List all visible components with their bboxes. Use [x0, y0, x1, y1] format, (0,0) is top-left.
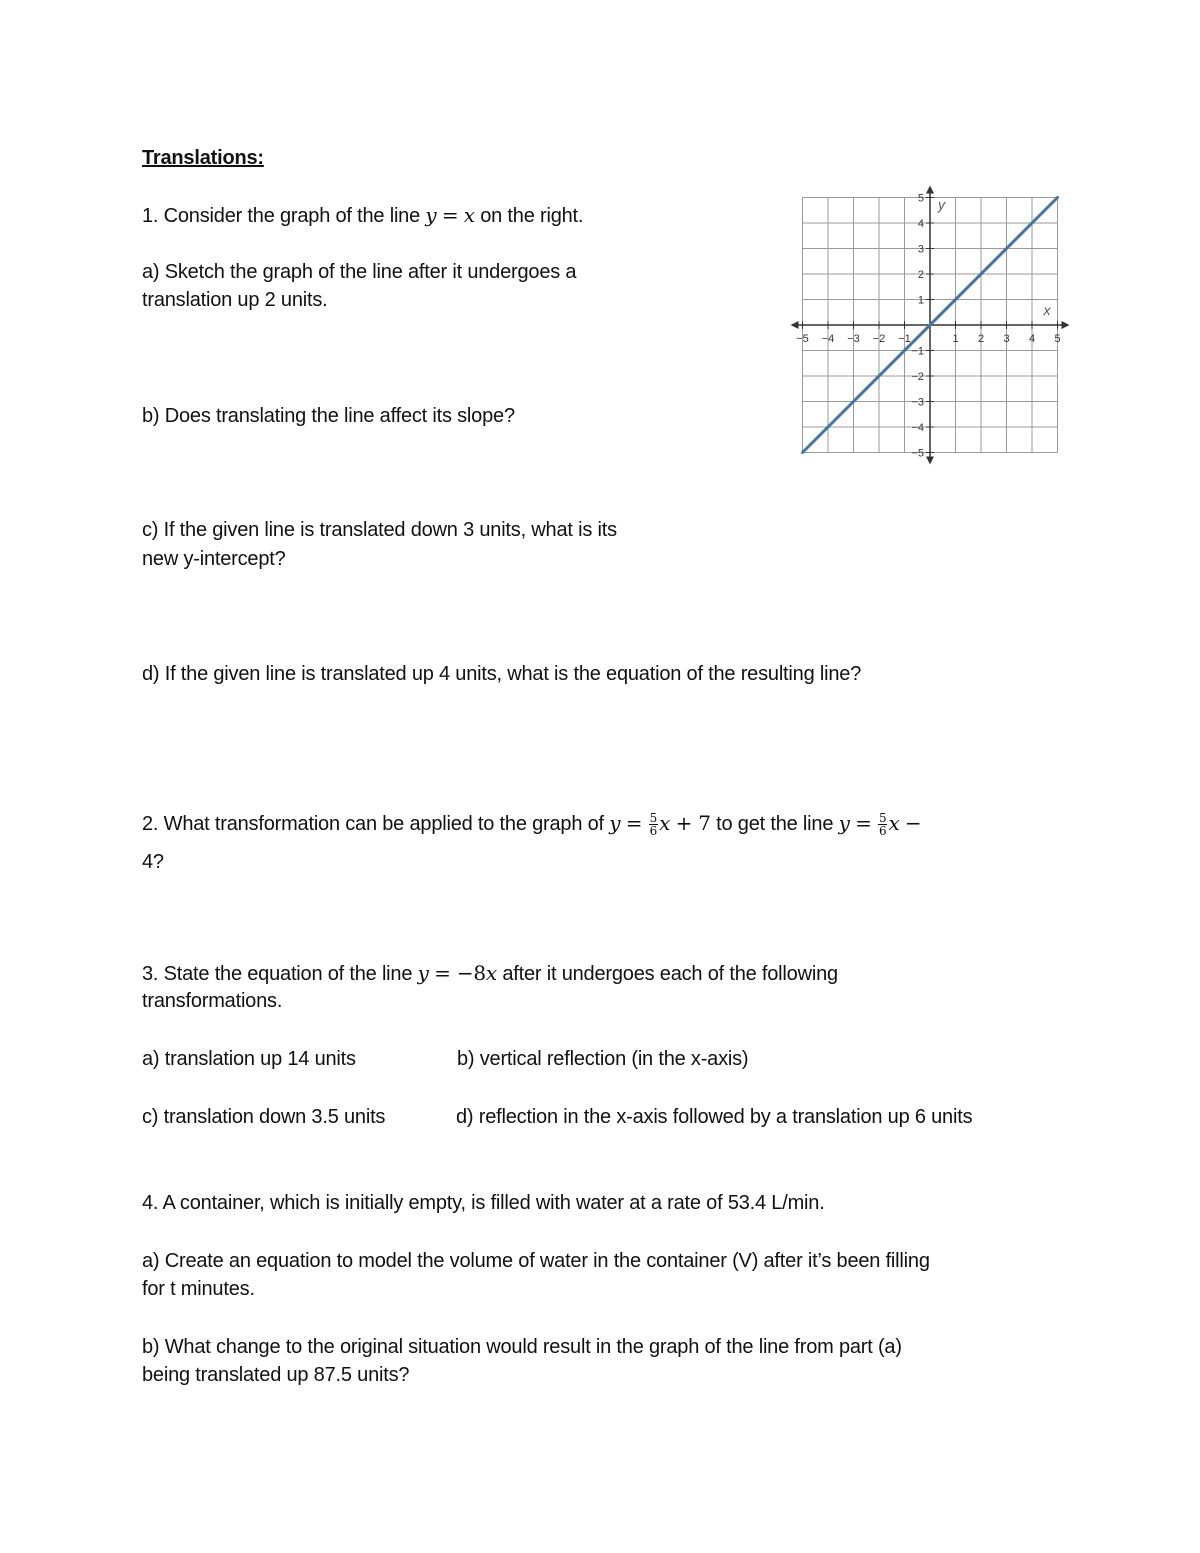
q4-part-b-line1: b) What change to the original situation would result in the graph of the line from part (a): [142, 1336, 902, 1358]
x-tick-label: 3: [1003, 333, 1010, 345]
y-tick-label: −5: [911, 447, 924, 460]
question-3-prompt: [142, 959, 838, 988]
q4-part-b-line2: being translated up 87.5 units?: [142, 1364, 410, 1386]
q3-suffix: after it undergoes each of the following: [502, 963, 838, 985]
q3-eq-y: y: [417, 961, 429, 985]
q4-part-a-line1: a) Create an equation to model the volume of water in the container (V) after it’s been filling: [142, 1250, 930, 1272]
y-tick-label: 2: [917, 269, 924, 281]
q2-eq1-tail: + 7: [675, 811, 711, 835]
q2-eq2-denominator: 6: [879, 824, 887, 839]
q3-eq-rest: = −8: [434, 961, 486, 985]
q2-eq1-numerator: 5: [649, 811, 658, 826]
q1-prefix: 1. Consider the graph of the line: [142, 205, 421, 227]
q2-eq2-fraction: [878, 812, 887, 837]
q2-eq2-y: y: [838, 811, 850, 835]
q2-line2: 4?: [142, 851, 164, 873]
q3-part-a: a) translation up 14 units: [142, 1048, 356, 1070]
y-tick-label: 3: [917, 243, 924, 256]
y-tick-label: −2: [911, 371, 924, 383]
q1-eq-x: x: [463, 203, 475, 227]
q2-eq1-x: x: [659, 811, 671, 835]
q3-part-b: b) vertical reflection (in the x-axis): [457, 1048, 749, 1070]
y-tick-label: −4: [911, 422, 924, 434]
q1-part-a-line2: translation up 2 units.: [142, 289, 328, 311]
x-axis-arrow-right-icon: [1062, 321, 1070, 329]
q2-eq1-y: y: [609, 811, 621, 835]
question-1-prompt: [142, 201, 583, 230]
q3-prefix: 3. State the equation of the line: [142, 963, 413, 985]
q2-eq1-fraction: [649, 812, 658, 837]
y-tick-label: −3: [911, 396, 924, 409]
y-tick-label: 1: [917, 294, 924, 307]
x-axis-label: x: [1043, 302, 1051, 318]
y-axis-arrow-up-icon: [926, 186, 934, 194]
y-tick-label: 4: [917, 218, 924, 230]
q1-part-c-line2: new y-intercept?: [142, 548, 286, 570]
y-axis-label: y: [938, 196, 945, 213]
q2-eq2-numerator: 5: [879, 811, 887, 826]
q2-eq2-equals: =: [855, 811, 872, 835]
x-tick-label: −4: [821, 333, 835, 345]
x-tick-label: 4: [1028, 333, 1036, 345]
q4-part-a-line2: for t minutes.: [142, 1278, 255, 1300]
x-tick-label: 2: [977, 333, 985, 345]
q1-eq-y: y: [425, 203, 437, 227]
q2-eq2-minus: −: [904, 811, 922, 835]
q2-eq1-equals: =: [625, 811, 643, 835]
y-axis-arrow-down-icon: [926, 457, 934, 465]
q1-part-b: b) Does translating the line affect its slope?: [142, 405, 515, 427]
coordinate-graph: [790, 185, 1070, 465]
q1-part-d: d) If the given line is translated up 4 units, what is the equation of the resulting line?: [142, 663, 862, 685]
q3-part-d: d) reflection in the x-axis followed by a translation up 6 units: [456, 1106, 973, 1128]
question-2-prompt: [142, 809, 921, 838]
y-tick-label: 5: [917, 192, 924, 205]
q1-part-a-line1: a) Sketch the graph of the line after it undergoes a: [142, 261, 577, 283]
q2-eq1-denominator: 6: [649, 824, 658, 839]
x-tick-label: −2: [872, 333, 886, 345]
question-4-intro: 4. A container, which is initially empty, is filled with water at a rate of 53.4 L/min.: [142, 1192, 825, 1214]
q1-suffix: on the right.: [480, 205, 584, 227]
x-tick-label: −3: [847, 333, 860, 345]
x-tick-label: 1: [952, 333, 959, 345]
q3-part-c: c) translation down 3.5 units: [142, 1106, 386, 1128]
x-tick-label: 5: [1054, 333, 1061, 345]
q2-prefix: 2. What transformation can be applied to the graph of: [142, 813, 604, 835]
q3-line2: transformations.: [142, 990, 283, 1012]
y-tick-label: −1: [911, 345, 924, 358]
q1-part-c-line1: c) If the given line is translated down 3 units, what is its: [142, 519, 617, 541]
page-title: Translations:: [142, 147, 264, 169]
x-tick-label: −1: [898, 333, 911, 345]
q3-eq-x: x: [485, 961, 498, 985]
x-tick-label: −5: [796, 333, 809, 345]
q2-middle: to get the line: [716, 813, 834, 835]
x-axis-arrow-left-icon: [791, 321, 799, 329]
q2-eq2-x: x: [888, 811, 900, 835]
q1-eq-rel: =: [441, 203, 459, 227]
